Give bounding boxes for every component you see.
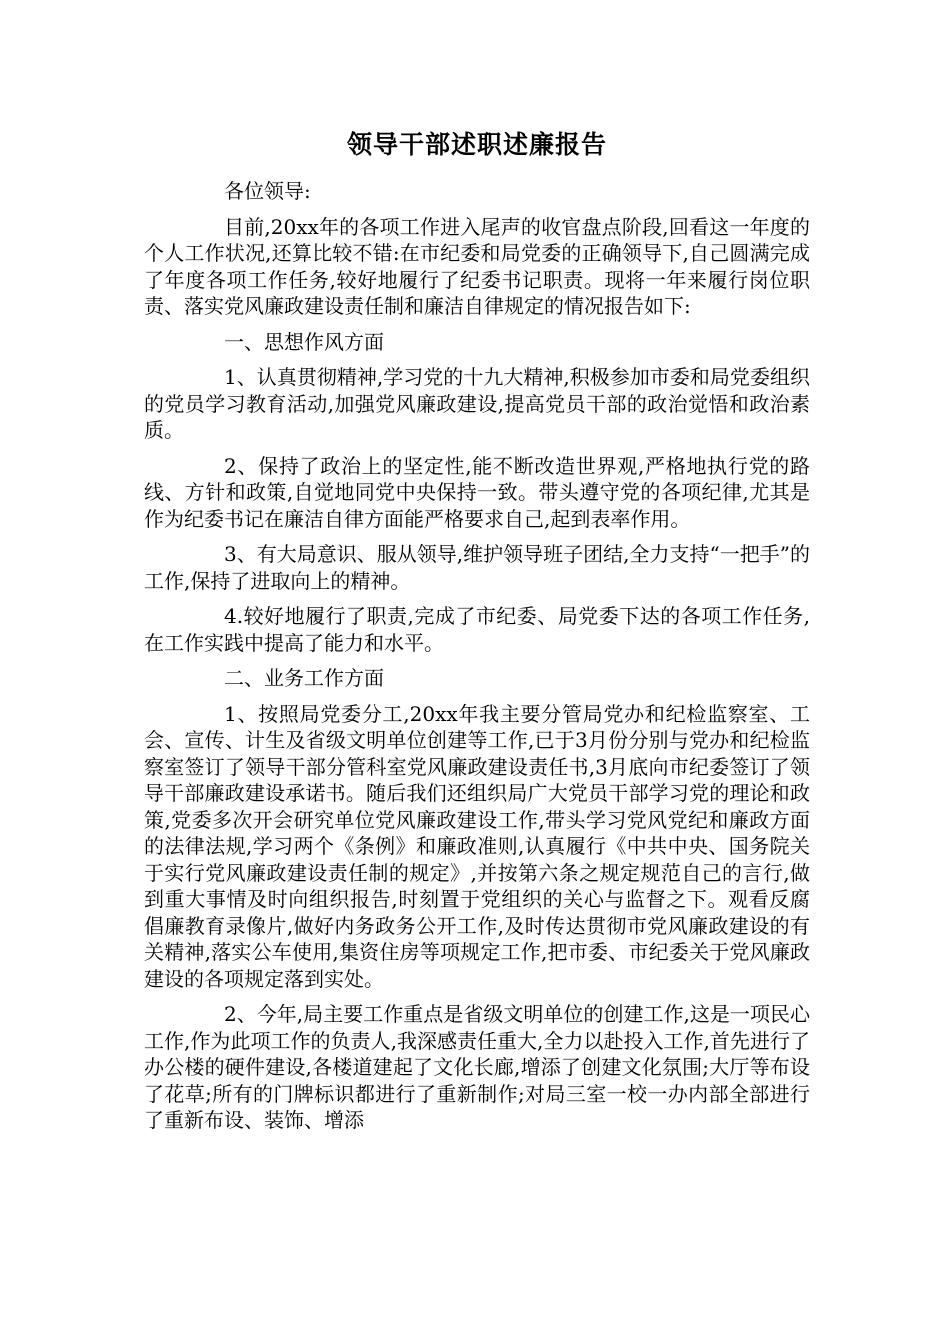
document-title: 领导干部述职述廉报告 xyxy=(346,130,607,159)
paragraph-business-1: 1、按照局党委分工,20xx年我主要分管局党办和纪检监察室、工会、宣传、计生及省级文明单位创建等工作,已于3月份分别与党办和纪检监察室签订了领导干部分管科室党风廉政建设责任书,3月底向市纪委签订了领导干部廉政建设承诺书。随后我们还组织局广大党员干部学习党的理论和政策,党委多次开会研究单位党风廉政建设工作,带头学习党风党纪和廉政方面的法律法规,学习两个《条例》和廉政准则,认真履行《中共中央、国务院关于实行党风廉政建设责任制的规定》,并按第六条之规定规范自己的言行,做到重大事情及时向组织报告,时刻置于党组织的关心与监督之下。观看反腐倡廉教育录像片,做好内务政务公开工作,及时传达贯彻市党风廉政建设的有关精神,落实公车使用,集资住房等项规定工作,把市委、市纪委关于党风廉政建设的各项规定落到实处。 xyxy=(144,701,810,991)
paragraph-intro: 目前,20xx年的各项工作进入尾声的收官盘点阶段,回看这一年度的个人工作状况,还算比较不错:在市纪委和局党委的正确领导下,自己圆满完成了年度各项工作任务,较好地履行了纪委书记职责。现将一年来履行岗位职责、落实党风廉政建设责任制和廉洁自律规定的情况报告如下: xyxy=(144,214,810,318)
paragraph-ideology-1: 1、认真贯彻精神,学习党的十九大精神,积极参加市委和局党委组织的党员学习教育活动,加强党风廉政建设,提高党员干部的政治觉悟和政治素质。 xyxy=(144,365,810,442)
section-heading-ideology: 一、思想作风方面 xyxy=(224,329,384,354)
paragraph-ideology-2: 2、保持了政治上的坚定性,能不断改造世界观,严格地执行党的路线、方针和政策,自觉地同党中央保持一致。带头遵守党的各项纪律,尤其是作为纪委书记在廉洁自律方面能严格要求自己,起到表率作用。 xyxy=(144,453,810,531)
paragraph-ideology-3: 3、有大局意识、服从领导,维护领导班子团结,全力支持“一把手”的工作,保持了进取向上的精神。 xyxy=(144,542,810,593)
section-heading-business: 二、业务工作方面 xyxy=(224,666,384,690)
document-body xyxy=(144,128,810,1143)
paragraph-ideology-4: 4.较好地履行了职责,完成了市纪委、局党委下达的各项工作任务,在工作实践中提高了能力和水平。 xyxy=(144,604,810,655)
salutation: 各位领导: xyxy=(224,179,311,203)
paragraph-business-2: 2、今年,局主要工作重点是省级文明单位的创建工作,这是一项民心工作,作为此项工作的负责人,我深感责任重大,全力以赴投入工作,首先进行了办公楼的硬件建设,各楼道建起了文化长廊,增添了创建文化氛围;大厅等布设了花草;所有的门牌标识都进行了重新制作;对局三室一校一办内部全部进行了重新布设、装饰、增添 xyxy=(144,1002,810,1132)
